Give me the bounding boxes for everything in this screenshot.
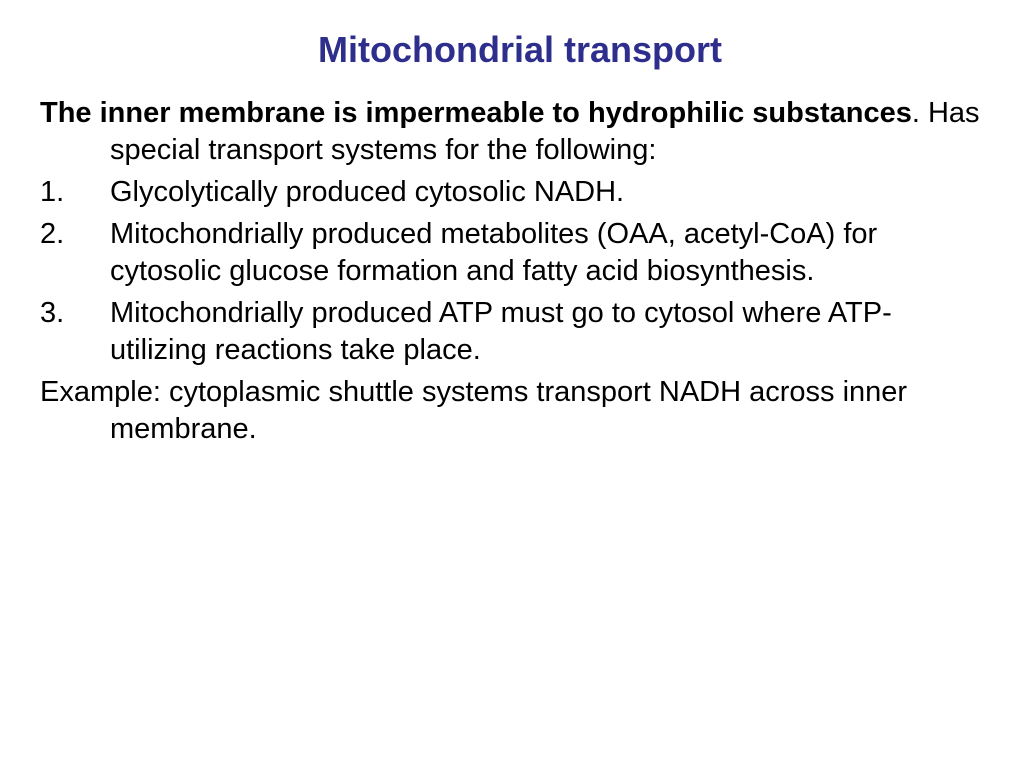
list-item-text: Mitochondrially produced metabolites (OAA, acetyl-CoA) for cytosolic glucose formation and fatty acid biosynthesis. [110,218,878,287]
list-item-number: 2. [40,218,65,250]
intro-rest-text: . Has special transport systems for the following: [110,97,980,166]
list-item-2 [40,216,980,290]
example-paragraph: Example: cytoplasmic shuttle systems transport NADH across inner membrane. [40,376,908,445]
list-item-number: 1. [40,176,65,208]
list-item-1 [40,174,980,211]
list-item-text: Mitochondrially produced ATP must go to cytosol where ATP-utilizing reactions take place. [110,297,892,366]
list-item-number: 3. [40,297,65,329]
intro-bold-text: The inner membrane is impermeable to hydrophilic substances [40,97,912,129]
list-item-3 [40,295,980,369]
slide-body [40,95,980,453]
list-item-text: Glycolytically produced cytosolic NADH. [110,176,625,208]
intro-paragraph [40,95,980,169]
slide-title: Mitochondrial transport [318,29,722,70]
